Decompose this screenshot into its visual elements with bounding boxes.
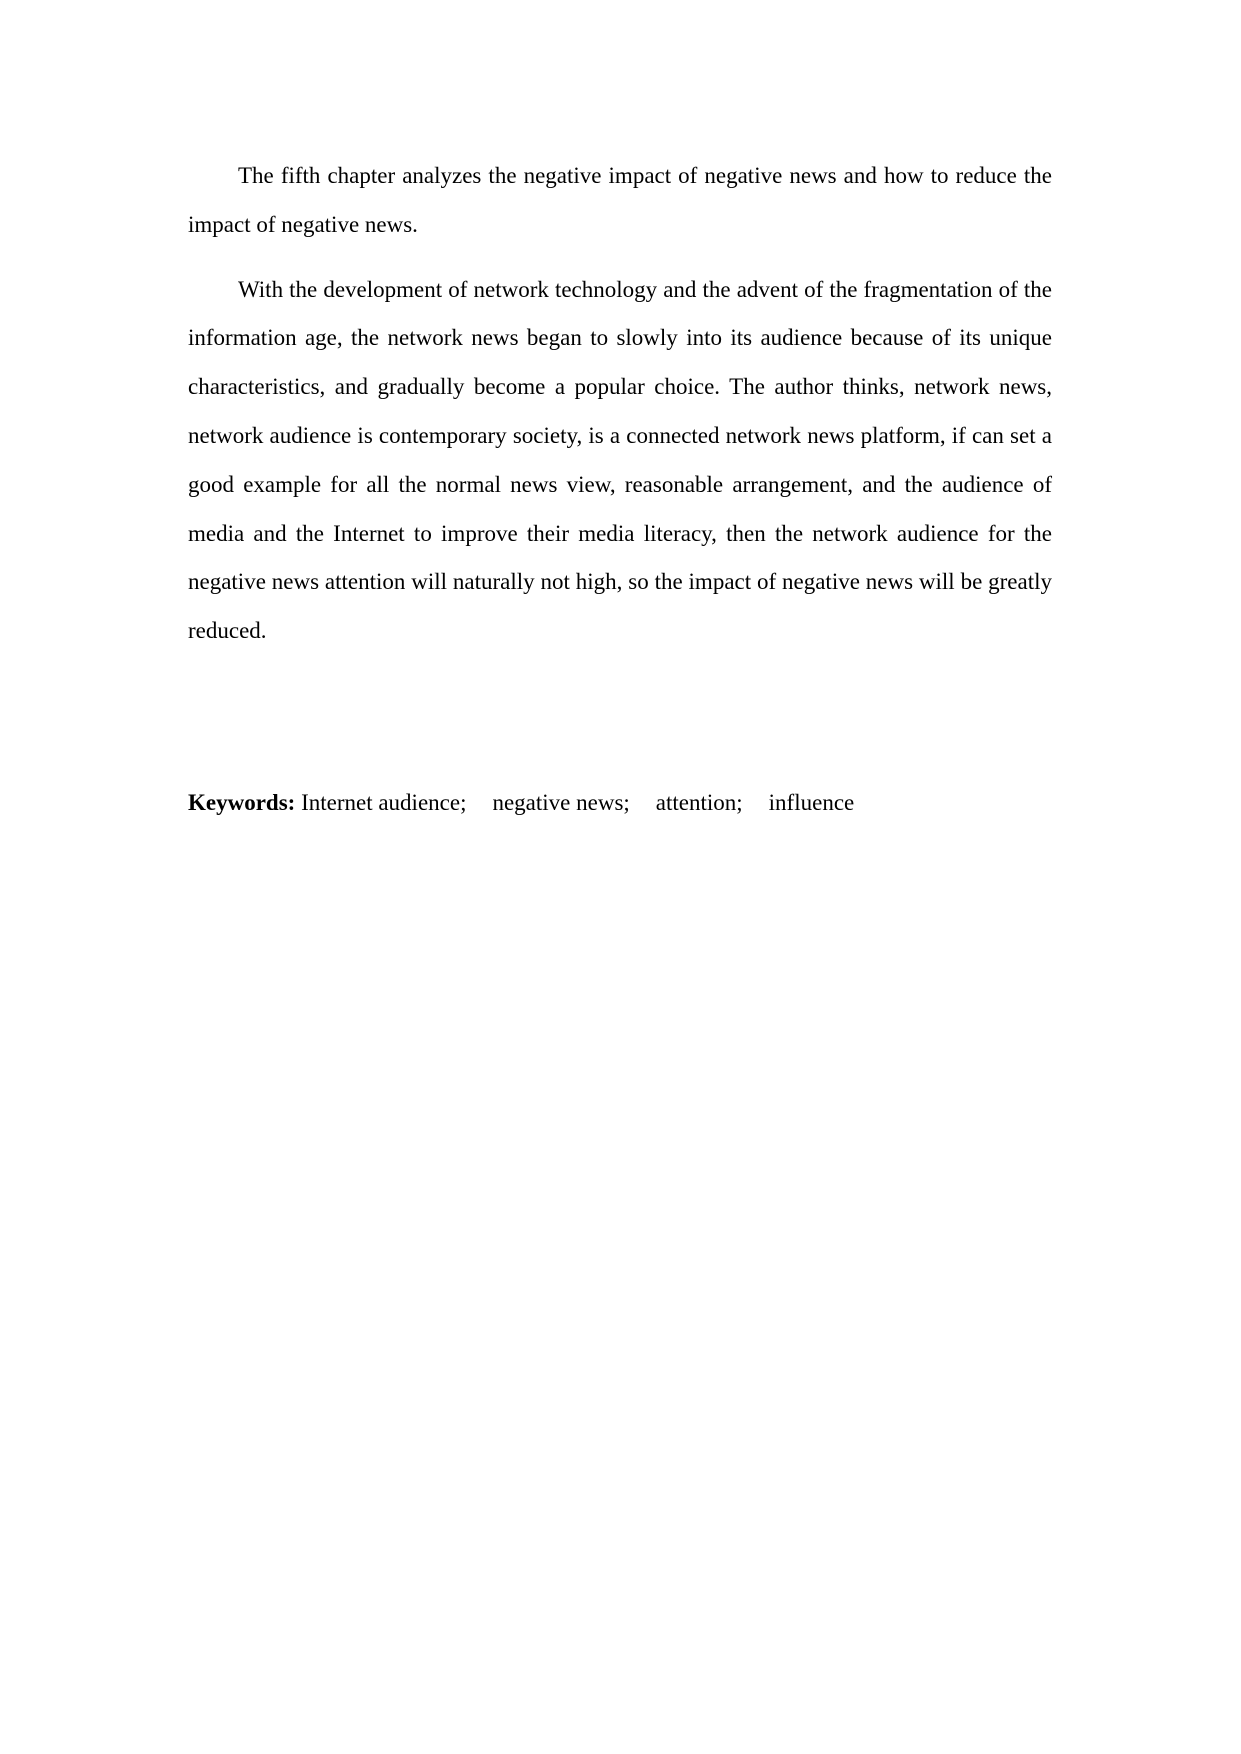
- keyword-item: Internet audience;: [301, 790, 467, 815]
- keywords-line: [188, 779, 854, 827]
- keyword-item: influence: [768, 790, 855, 815]
- keyword-item: negative news;: [492, 790, 630, 815]
- paragraph-conclusion: With the development of network technology and the advent of the fragmentation of the information age, the network news began to slowly into its audience because of its unique characteristics, and gradually become a popular choice. The author thinks, network news, network audience is contemporary society, is a connected network news platform, if can set a good example for all the normal news view, reasonable arrangement, and the audience of media and the Internet to improve their media literacy, then the network audience for the negative news attention will naturally not high, so the impact of negative news will be greatly reduced.: [188, 276, 1052, 644]
- keywords-label: Keywords:: [188, 790, 296, 815]
- document-body: [188, 152, 1052, 656]
- keyword-item: attention;: [655, 790, 743, 815]
- paragraph-chapter-five: The fifth chapter analyzes the negative impact of negative news and how to reduce the impact of negative news.: [188, 163, 1052, 237]
